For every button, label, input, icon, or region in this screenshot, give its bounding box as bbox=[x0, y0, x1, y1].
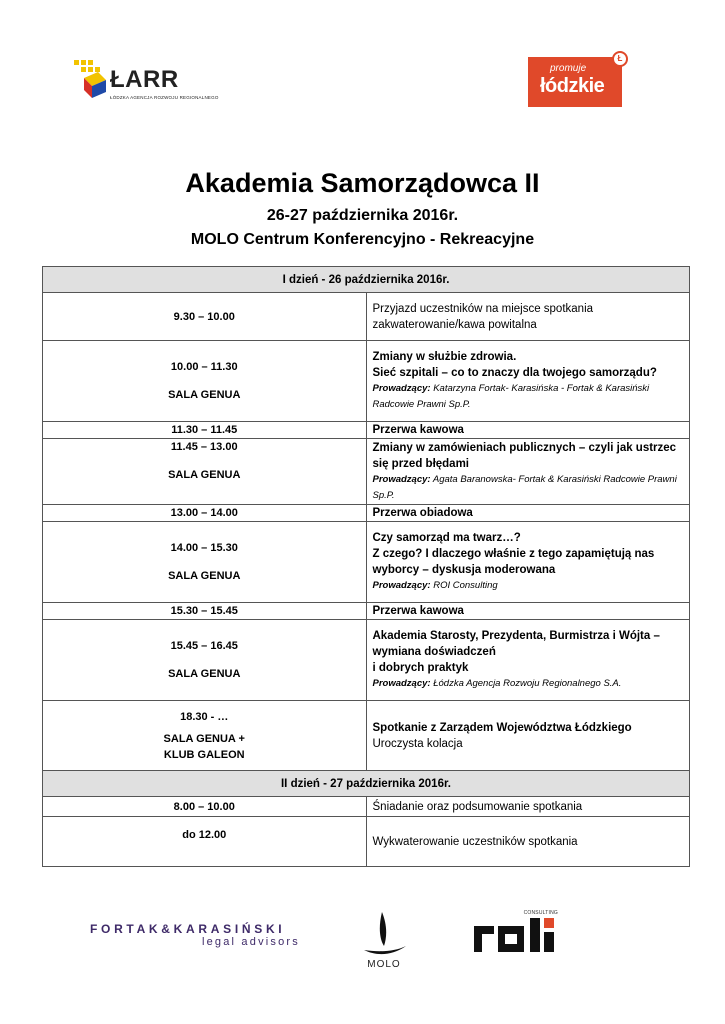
activity-line: Akademia Starosty, Prezydenta, Burmistrza i Wójta – wymiana doświadczeń bbox=[372, 630, 660, 658]
activity-cell: Przerwa kawowa bbox=[366, 422, 690, 439]
time-text: 18.30 - … bbox=[180, 710, 229, 723]
day-label: I dzień - 26 października 2016r. bbox=[43, 267, 690, 293]
lodzkie-main-text: łódzkie bbox=[540, 75, 605, 97]
time-cell bbox=[43, 701, 367, 771]
time-text: 15.45 – 16.45 bbox=[170, 640, 238, 652]
presenter-label: Prowadzący: bbox=[372, 383, 431, 394]
presenter-line bbox=[373, 578, 684, 594]
activity-cell bbox=[366, 701, 690, 771]
lodzkie-coin-icon: Ł bbox=[612, 51, 628, 67]
activity-cell bbox=[366, 293, 690, 341]
table-row bbox=[43, 522, 690, 603]
activity-cell: Wykwaterowanie uczestników spotkania bbox=[366, 817, 690, 867]
molo-sail-icon bbox=[356, 910, 412, 958]
activity-line: Przyjazd uczestników na miejsce spotkania bbox=[372, 302, 594, 315]
activity-line: Uroczysta kolacja bbox=[372, 737, 463, 750]
presenter-name: ROI Consulting bbox=[430, 580, 498, 591]
fk-tagline: legal advisors bbox=[201, 936, 300, 948]
activity-cell bbox=[366, 439, 690, 505]
lodzkie-logo bbox=[528, 51, 630, 107]
time-cell: do 12.00 bbox=[43, 817, 367, 867]
table-row bbox=[43, 341, 690, 422]
table-row bbox=[43, 505, 690, 522]
time-text: 11.45 – 13.00 bbox=[170, 441, 238, 453]
room-text: SALA GENUA + bbox=[163, 732, 245, 745]
presenter-line bbox=[373, 676, 684, 692]
page-title: Akademia Samorządowca II bbox=[185, 168, 540, 198]
roi-wordmark-icon bbox=[472, 918, 562, 956]
fk-name: FORTAK&KARASIŃSKI bbox=[90, 922, 286, 936]
activity-line: Zmiany w zamówieniach publicznych – czyli jak ustrzec się przed błędami bbox=[372, 441, 677, 470]
time-cell: 11.30 – 11.45 bbox=[43, 422, 367, 439]
activity-line: Z czego? I dlaczego właśnie z tego zapamiętują nas wyborcy – dyskusja moderowana bbox=[372, 548, 655, 576]
table-row bbox=[43, 797, 690, 817]
table-row bbox=[43, 620, 690, 701]
event-venue: MOLO Centrum Konferencyjno - Rekreacyjne bbox=[190, 231, 535, 248]
table-row bbox=[43, 701, 690, 771]
table-row bbox=[43, 293, 690, 341]
time-cell: 15.30 – 15.45 bbox=[43, 603, 367, 620]
fortak-karasinski-logo bbox=[90, 922, 300, 952]
table-row bbox=[43, 439, 690, 505]
room-text: KLUB GALEON bbox=[163, 748, 245, 761]
event-dates: 26-27 października 2016r. bbox=[266, 207, 459, 224]
time-text: 10.00 – 11.30 bbox=[170, 361, 238, 373]
time-cell: 9.30 – 10.00 bbox=[43, 293, 367, 341]
presenter-name: Katarzyna Fortak- Karasińska - Fortak & Karasiński Radcowie Prawni Sp.P. bbox=[372, 383, 650, 410]
molo-text: MOLO bbox=[367, 959, 401, 970]
activity-line: Sieć szpitali – co to znaczy dla twojego samorządu? bbox=[372, 367, 657, 379]
table-row bbox=[43, 422, 690, 439]
activity-line: i dobrych praktyk bbox=[372, 662, 469, 674]
time-text: 14.00 – 15.30 bbox=[170, 542, 238, 554]
time-cell bbox=[43, 341, 367, 422]
presenter-label: Prowadzący: bbox=[372, 678, 431, 689]
activity-line: Zmiany w służbie zdrowia. bbox=[372, 351, 517, 363]
presenter-line bbox=[373, 381, 684, 413]
molo-logo bbox=[356, 910, 412, 972]
activity-cell: Przerwa obiadowa bbox=[366, 505, 690, 522]
room-text: SALA GENUA bbox=[168, 469, 241, 481]
presenter-line bbox=[373, 472, 684, 504]
presenter-label: Prowadzący: bbox=[372, 580, 431, 591]
larr-cube-icon bbox=[72, 58, 108, 100]
room-text: SALA GENUA bbox=[168, 389, 241, 401]
activity-cell bbox=[366, 341, 690, 422]
activity-line: Spotkanie z Zarządem Województwa Łódzkiego bbox=[372, 721, 632, 734]
day-label: II dzień - 27 października 2016r. bbox=[43, 771, 690, 797]
time-cell: 13.00 – 14.00 bbox=[43, 505, 367, 522]
time-cell bbox=[43, 620, 367, 701]
activity-cell: Śniadanie oraz podsumowanie spotkania bbox=[366, 797, 690, 817]
schedule-table bbox=[42, 266, 690, 867]
larr-logo bbox=[72, 58, 219, 108]
presenter-name: Łódzka Agencja Rozwoju Regionalnego S.A. bbox=[430, 678, 622, 689]
activity-line: Czy samorząd ma twarz…? bbox=[372, 532, 521, 544]
larr-name: ŁARR bbox=[110, 66, 179, 93]
presenter-name: Agata Baranowska- Fortak & Karasiński Radcowie Prawni Sp.P. bbox=[372, 473, 677, 501]
table-row bbox=[43, 817, 690, 867]
day-header bbox=[43, 771, 690, 797]
time-cell: 8.00 – 10.00 bbox=[43, 797, 367, 817]
activity-cell bbox=[366, 620, 690, 701]
room-text: SALA GENUA bbox=[168, 668, 241, 680]
presenter-label: Prowadzący: bbox=[372, 473, 431, 485]
activity-line: zakwaterowanie/kawa powitalna bbox=[372, 318, 537, 331]
table-row bbox=[43, 603, 690, 620]
activity-cell: Przerwa kawowa bbox=[366, 603, 690, 620]
roi-consulting-logo bbox=[472, 910, 562, 956]
day-header bbox=[43, 267, 690, 293]
larr-subtitle: ŁÓDZKA AGENCJA ROZWOJU REGIONALNEGO bbox=[110, 95, 219, 100]
room-text: SALA GENUA bbox=[168, 570, 241, 582]
lodzkie-top-text: promuje bbox=[550, 63, 587, 74]
time-cell bbox=[43, 439, 367, 505]
activity-cell bbox=[366, 522, 690, 603]
roi-top-text: CONSULTING bbox=[523, 910, 558, 916]
time-cell bbox=[43, 522, 367, 603]
